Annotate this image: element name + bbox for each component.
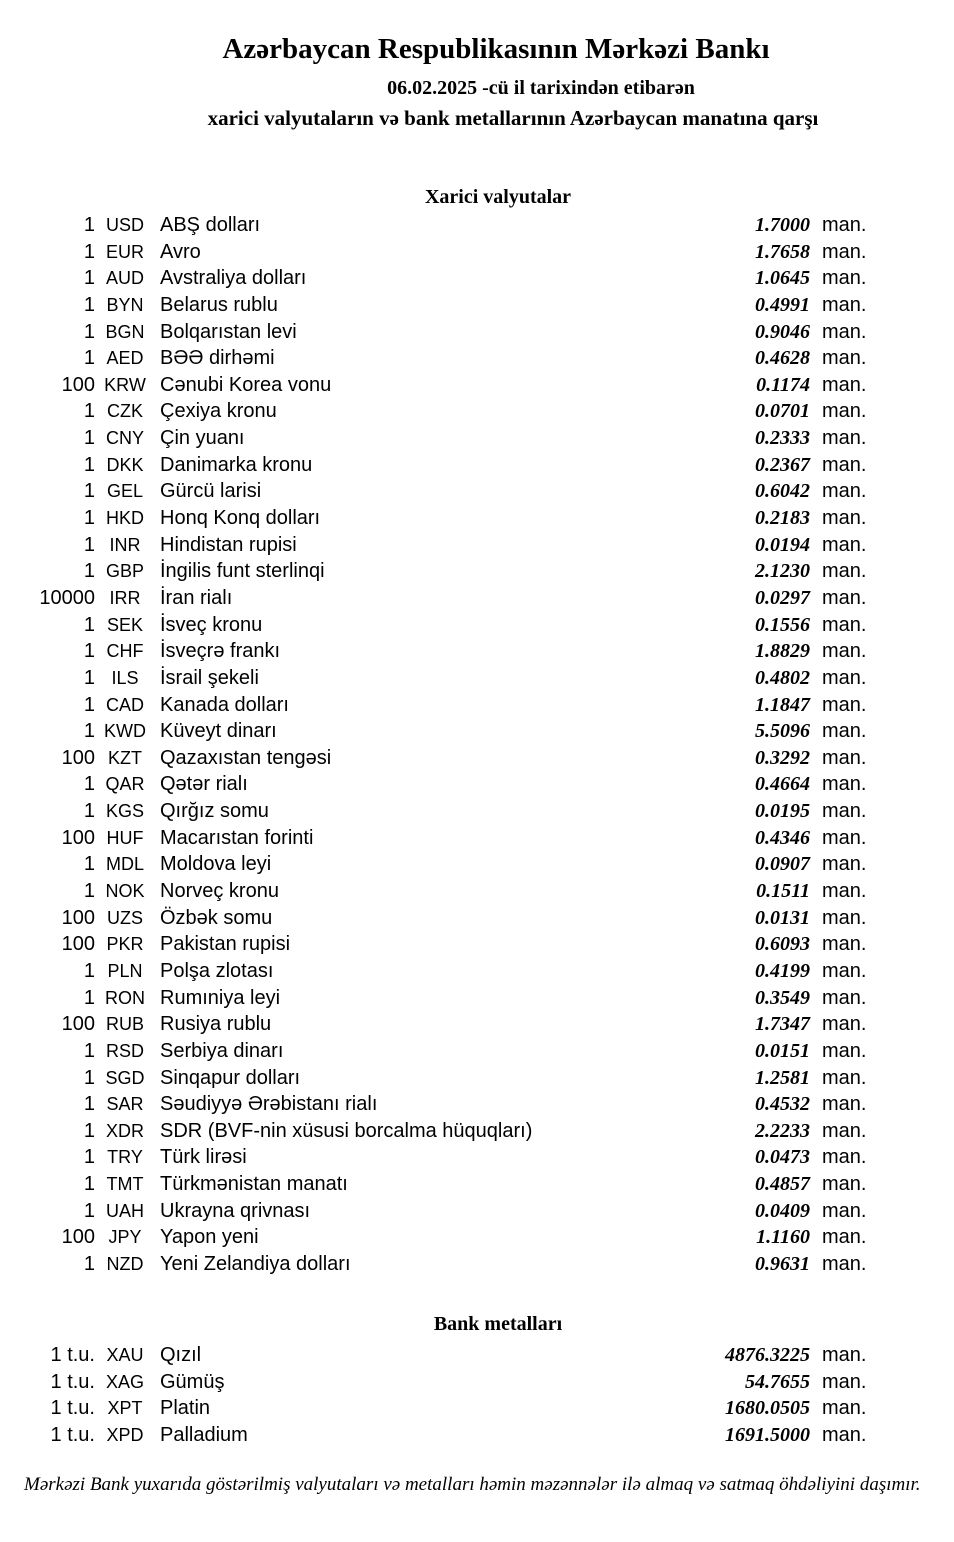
rate-row <box>0 400 954 427</box>
rate-value-cell: 0.4346 <box>755 826 810 849</box>
unit-cell: man. <box>822 826 867 849</box>
rate-value-cell: 0.1511 <box>756 880 810 903</box>
rate-row <box>0 1226 954 1253</box>
quantity-cell: 1 t.u. <box>50 1397 95 1420</box>
currency-name-cell: Gürcü larisi <box>160 480 262 503</box>
quantity-cell: 1 <box>83 640 95 663</box>
currency-name-cell: İsrail şekeli <box>160 666 259 689</box>
rate-value-cell: 2.2233 <box>755 1119 810 1142</box>
quantity-cell: 100 <box>61 746 95 769</box>
rate-row <box>0 987 954 1014</box>
page-title: Azərbaycan Respublikasının Mərkəzi Bankı <box>222 33 770 65</box>
rate-row <box>0 587 954 614</box>
currency-name-cell: Sinqapur dolları <box>160 1066 301 1089</box>
currency-code-cell: BGN <box>105 321 145 342</box>
rate-value-cell: 54.7655 <box>745 1370 810 1393</box>
unit-cell: man. <box>822 533 867 556</box>
rate-row <box>0 853 954 880</box>
unit-cell: man. <box>822 720 867 743</box>
quantity-cell: 1 <box>83 880 95 903</box>
currency-name-cell: BƏƏ dirhəmi <box>160 347 275 370</box>
currency-name-cell: Yapon yeni <box>160 1226 259 1249</box>
rate-value-cell: 0.0409 <box>755 1199 810 1222</box>
currency-name-cell: Küveyt dinarı <box>160 720 277 743</box>
quantity-cell: 1 <box>83 560 95 583</box>
currency-name-cell: Türk lirəsi <box>160 1146 247 1169</box>
currency-name-cell: Belarus rublu <box>160 293 278 316</box>
unit-cell: man. <box>822 1226 867 1249</box>
unit-cell: man. <box>822 1344 867 1366</box>
currency-name-cell: Avstraliya dolları <box>160 267 307 290</box>
currency-name-cell: ABŞ dolları <box>160 214 261 236</box>
currency-name-cell: SDR (BVF-nin xüsusi borcalma hüquqları) <box>160 1119 533 1142</box>
effective-date-line: 06.02.2025 -cü il tarixindən etibarən <box>387 77 695 99</box>
currency-name-cell: Kanada dolları <box>160 693 289 716</box>
rate-row <box>0 1013 954 1040</box>
unit-cell: man. <box>822 693 867 716</box>
rate-row <box>0 1344 954 1371</box>
rate-value-cell: 0.4991 <box>755 293 810 316</box>
currency-code-cell: RON <box>105 987 145 1008</box>
currency-code-cell: XDR <box>105 1120 144 1141</box>
rate-row <box>0 773 954 800</box>
rate-value-cell: 4876.3225 <box>725 1344 810 1366</box>
rate-value-cell: 0.2367 <box>755 453 810 476</box>
footer-note: Mərkəzi Bank yuxarıda göstərilmiş valyutaları və metalları həmin məzənnələr ilə almaq və satmaq öhdəliyini daşımır. <box>24 1474 921 1495</box>
rate-value-cell: 1.8829 <box>755 640 810 663</box>
rate-value-cell: 0.6042 <box>755 480 810 503</box>
unit-cell: man. <box>822 1146 867 1169</box>
unit-cell: man. <box>822 773 867 796</box>
currency-code-cell: KGS <box>105 801 144 822</box>
rate-value-cell: 0.9631 <box>755 1252 810 1275</box>
rate-row <box>0 347 954 374</box>
quantity-cell: 1 <box>83 1146 95 1169</box>
rate-row <box>0 267 954 294</box>
currency-name-cell: Gümüş <box>160 1370 225 1393</box>
unit-cell: man. <box>822 267 867 290</box>
currency-name-cell: Özbək somu <box>160 906 273 929</box>
rate-row <box>0 1200 954 1227</box>
quantity-cell: 1 <box>83 693 95 716</box>
quantity-cell: 1 <box>83 427 95 450</box>
currency-name-cell: Macarıstan forinti <box>160 826 314 849</box>
unit-cell: man. <box>822 373 867 396</box>
currency-name-cell: Türkmənistan manatı <box>160 1173 348 1196</box>
currency-code-cell: XAG <box>105 1371 144 1392</box>
rate-value-cell: 0.4857 <box>755 1173 810 1196</box>
rate-value-cell: 0.1174 <box>756 373 810 396</box>
currency-code-cell: KWD <box>104 721 146 742</box>
rate-row <box>0 1424 954 1451</box>
rate-row <box>0 933 954 960</box>
quantity-cell: 1 <box>83 453 95 476</box>
unit-cell: man. <box>822 1423 867 1446</box>
rate-value-cell: 0.0195 <box>755 800 810 823</box>
currency-name-cell: Səudiyyə Ərəbistanı rialı <box>160 1093 378 1116</box>
currency-code-cell: PLN <box>107 960 143 981</box>
currency-name-cell: Qızıl <box>160 1344 202 1366</box>
currency-name-cell: Yeni Zelandiya dolları <box>160 1252 351 1275</box>
currency-code-cell: USD <box>105 215 144 235</box>
rate-value-cell: 0.1556 <box>755 613 810 636</box>
currency-code-cell: AUD <box>105 268 144 289</box>
rate-row <box>0 507 954 534</box>
quantity-cell: 100 <box>61 826 95 849</box>
unit-cell: man. <box>822 880 867 903</box>
unit-cell: man. <box>822 240 867 263</box>
rate-value-cell: 0.9046 <box>755 320 810 343</box>
quantity-cell: 1 <box>83 1252 95 1275</box>
unit-cell: man. <box>822 640 867 663</box>
quantity-cell: 1 <box>83 400 95 423</box>
rate-row <box>0 1173 954 1200</box>
currency-code-cell: EUR <box>105 241 144 262</box>
rate-row <box>0 1371 954 1398</box>
currency-code-cell: XAU <box>106 1345 144 1365</box>
quantity-cell: 100 <box>61 933 95 956</box>
unit-cell: man. <box>822 560 867 583</box>
currency-code-cell: NOK <box>105 881 145 902</box>
rate-row <box>0 800 954 827</box>
quantity-cell: 100 <box>61 1013 95 1036</box>
rate-row <box>0 241 954 268</box>
rate-row <box>0 534 954 561</box>
rate-row <box>0 480 954 507</box>
rate-row <box>0 294 954 321</box>
rate-value-cell: 0.0131 <box>755 906 810 929</box>
rate-row <box>0 640 954 667</box>
rate-value-cell: 1.1160 <box>756 1226 810 1249</box>
quantity-cell: 1 <box>83 959 95 982</box>
rate-row <box>0 1146 954 1173</box>
rate-row <box>0 694 954 721</box>
quantity-cell: 1 <box>83 1119 95 1142</box>
rate-value-cell: 0.4532 <box>755 1093 810 1116</box>
currency-code-cell: MDL <box>105 854 144 875</box>
currency-code-cell: SAR <box>106 1094 144 1115</box>
unit-cell: man. <box>822 1199 867 1222</box>
currency-code-cell: CZK <box>107 401 143 422</box>
currency-code-cell: PKR <box>106 934 144 955</box>
currency-name-cell: Rumıniya leyi <box>160 986 281 1009</box>
currency-code-cell: SGD <box>105 1067 145 1088</box>
currency-code-cell: CNY <box>105 428 144 449</box>
unit-cell: man. <box>822 906 867 929</box>
currency-code-cell: UAH <box>105 1200 144 1221</box>
currency-code-cell: NZD <box>106 1253 144 1274</box>
quantity-cell: 1 t.u. <box>50 1423 95 1446</box>
currency-name-cell: Cənubi Korea vonu <box>160 373 332 396</box>
unit-cell: man. <box>822 853 867 876</box>
rate-row <box>0 614 954 641</box>
unit-cell: man. <box>822 320 867 343</box>
rate-row <box>0 960 954 987</box>
rate-row <box>0 1120 954 1147</box>
quantity-cell: 1 <box>83 214 95 236</box>
currency-name-cell: Çexiya kronu <box>160 400 277 423</box>
quantity-cell: 1 <box>83 800 95 823</box>
quantity-cell: 1 <box>83 1066 95 1089</box>
unit-cell: man. <box>822 400 867 423</box>
rate-value-cell: 0.3292 <box>755 746 810 769</box>
rate-value-cell: 0.4199 <box>755 959 810 982</box>
unit-cell: man. <box>822 959 867 982</box>
currency-code-cell: JPY <box>108 1227 142 1248</box>
quantity-cell: 1 <box>83 1039 95 1062</box>
currency-code-cell: RSD <box>105 1040 144 1061</box>
currency-name-cell: Çin yuanı <box>160 427 245 450</box>
rate-row <box>0 374 954 401</box>
quantity-cell: 10000 <box>39 586 95 609</box>
quantity-cell: 1 <box>83 1173 95 1196</box>
quantity-cell: 1 <box>83 293 95 316</box>
currency-code-cell: UZS <box>107 907 143 928</box>
currency-code-cell: IRR <box>109 587 141 608</box>
unit-cell: man. <box>822 586 867 609</box>
currencies-table <box>0 214 954 1280</box>
rate-value-cell: 1.1847 <box>755 693 810 716</box>
quantity-cell: 1 <box>83 853 95 876</box>
unit-cell: man. <box>822 746 867 769</box>
currency-name-cell: İngilis funt sterlinqi <box>160 560 325 583</box>
rate-value-cell: 0.0907 <box>755 853 810 876</box>
rate-value-cell: 1.2581 <box>755 1066 810 1089</box>
rate-value-cell: 1680.0505 <box>725 1397 810 1420</box>
quantity-cell: 1 t.u. <box>50 1344 95 1366</box>
unit-cell: man. <box>822 1119 867 1142</box>
currency-code-cell: BYN <box>106 294 144 315</box>
rate-row <box>0 667 954 694</box>
currency-code-cell: KRW <box>104 374 146 395</box>
currency-name-cell: Polşa zlotası <box>160 959 274 982</box>
currency-code-cell: RUB <box>105 1014 144 1035</box>
unit-cell: man. <box>822 613 867 636</box>
quantity-cell: 1 <box>83 613 95 636</box>
quantity-cell: 1 <box>83 480 95 503</box>
currency-name-cell: Serbiya dinarı <box>160 1039 284 1062</box>
quantity-cell: 1 <box>83 507 95 530</box>
quantity-cell: 100 <box>61 373 95 396</box>
rate-value-cell: 0.2333 <box>755 427 810 450</box>
quantity-cell: 1 <box>83 773 95 796</box>
rate-row <box>0 1397 954 1424</box>
quantity-cell: 1 <box>83 1199 95 1222</box>
rate-value-cell: 0.0701 <box>755 400 810 423</box>
unit-cell: man. <box>822 1397 867 1420</box>
unit-cell: man. <box>822 933 867 956</box>
currency-name-cell: Norveç kronu <box>160 880 279 903</box>
rate-row <box>0 454 954 481</box>
currency-code-cell: SEK <box>106 614 144 635</box>
rate-row <box>0 827 954 854</box>
currency-code-cell: KZT <box>108 747 142 768</box>
unit-cell: man. <box>822 347 867 370</box>
rate-row <box>0 1067 954 1094</box>
rate-row <box>0 560 954 587</box>
currency-code-cell: GBP <box>105 561 144 582</box>
unit-cell: man. <box>822 453 867 476</box>
unit-cell: man. <box>822 427 867 450</box>
page-subtitle: xarici valyutaların və bank metallarının Azərbaycan manatına qarşı <box>207 106 819 130</box>
currency-code-cell: AED <box>106 348 144 369</box>
currency-name-cell: Qırğız somu <box>160 800 269 823</box>
rate-value-cell: 2.1230 <box>755 560 810 583</box>
unit-cell: man. <box>822 800 867 823</box>
unit-cell: man. <box>822 507 867 530</box>
currency-code-cell: HUF <box>106 827 144 848</box>
unit-cell: man. <box>822 214 867 236</box>
metals-section-title: Bank metalları <box>433 1313 563 1335</box>
currency-name-cell: Pakistan rupisi <box>160 933 291 956</box>
rate-value-cell: 0.0194 <box>755 533 810 556</box>
currency-code-cell: CHF <box>106 641 144 662</box>
rate-row <box>0 907 954 934</box>
rate-value-cell: 0.3549 <box>755 986 810 1009</box>
rate-value-cell: 0.4628 <box>755 347 810 370</box>
quantity-cell: 1 <box>83 347 95 370</box>
unit-cell: man. <box>822 1173 867 1196</box>
rate-value-cell: 1691.5000 <box>725 1423 810 1446</box>
currency-code-cell: QAR <box>105 774 145 795</box>
unit-cell: man. <box>822 1039 867 1062</box>
unit-cell: man. <box>822 986 867 1009</box>
rate-value-cell: 0.0151 <box>755 1039 810 1062</box>
rate-value-cell: 0.6093 <box>755 933 810 956</box>
currency-name-cell: Qazaxıstan tengəsi <box>160 746 332 769</box>
rate-row <box>0 321 954 348</box>
currency-code-cell: XPT <box>107 1398 143 1419</box>
rate-row <box>0 747 954 774</box>
currency-name-cell: İsveçrə frankı <box>160 640 281 663</box>
currency-name-cell: Honq Konq dolları <box>160 507 321 530</box>
currency-name-cell: Danimarka kronu <box>160 453 313 476</box>
currency-name-cell: Avro <box>160 240 201 263</box>
rate-value-cell: 1.7347 <box>755 1013 810 1036</box>
rate-value-cell: 1.7000 <box>755 214 810 236</box>
rate-row <box>0 427 954 454</box>
unit-cell: man. <box>822 1252 867 1275</box>
rate-row <box>0 720 954 747</box>
currency-code-cell: CAD <box>105 694 144 715</box>
quantity-cell: 100 <box>61 1226 95 1249</box>
currency-code-cell: GEL <box>106 481 144 502</box>
rate-row <box>0 1253 954 1280</box>
quantity-cell: 1 <box>83 240 95 263</box>
currency-name-cell: Rusiya rublu <box>160 1013 272 1036</box>
currency-name-cell: Palladium <box>160 1423 248 1446</box>
unit-cell: man. <box>822 666 867 689</box>
unit-cell: man. <box>822 1093 867 1116</box>
quantity-cell: 1 <box>83 1093 95 1116</box>
rate-row <box>0 880 954 907</box>
currency-name-cell: Bolqarıstan levi <box>160 320 297 343</box>
quantity-cell: 1 <box>83 533 95 556</box>
unit-cell: man. <box>822 293 867 316</box>
currency-code-cell: INR <box>109 534 141 555</box>
currency-code-cell: TRY <box>107 1147 143 1168</box>
currency-name-cell: Moldova leyi <box>160 853 272 876</box>
unit-cell: man. <box>822 1013 867 1036</box>
rate-row <box>0 214 954 241</box>
rate-value-cell: 1.7658 <box>755 240 810 263</box>
currency-code-cell: TMT <box>106 1174 144 1195</box>
rate-row <box>0 1040 954 1067</box>
rate-value-cell: 1.0645 <box>755 267 810 290</box>
quantity-cell: 1 <box>83 720 95 743</box>
unit-cell: man. <box>822 1370 867 1393</box>
rate-value-cell: 0.0473 <box>755 1146 810 1169</box>
rate-value-cell: 0.2183 <box>755 507 810 530</box>
currency-code-cell: HKD <box>105 508 144 529</box>
currency-name-cell: İran rialı <box>160 586 233 609</box>
rate-value-cell: 5.5096 <box>755 720 810 743</box>
rate-row <box>0 1093 954 1120</box>
unit-cell: man. <box>822 1066 867 1089</box>
rate-value-cell: 0.0297 <box>755 586 810 609</box>
quantity-cell: 100 <box>61 906 95 929</box>
currency-name-cell: Platin <box>160 1397 211 1420</box>
quantity-cell: 1 <box>83 666 95 689</box>
quantity-cell: 1 <box>83 320 95 343</box>
currency-code-cell: XPD <box>106 1424 144 1445</box>
currency-name-cell: Qətər rialı <box>160 773 248 796</box>
currency-name-cell: Hindistan rupisi <box>160 533 297 556</box>
currencies-section-title: Xarici valyutalar <box>424 186 572 208</box>
currency-name-cell: İsveç kronu <box>160 613 263 636</box>
quantity-cell: 1 <box>83 986 95 1009</box>
currency-name-cell: Ukrayna qrivnası <box>160 1199 311 1222</box>
quantity-cell: 1 t.u. <box>50 1370 95 1393</box>
quantity-cell: 1 <box>83 267 95 290</box>
unit-cell: man. <box>822 480 867 503</box>
metals-table <box>0 1344 954 1451</box>
currency-code-cell: ILS <box>111 667 139 688</box>
currency-code-cell: DKK <box>106 454 144 475</box>
rate-value-cell: 0.4802 <box>755 666 810 689</box>
rate-value-cell: 0.4664 <box>755 773 810 796</box>
